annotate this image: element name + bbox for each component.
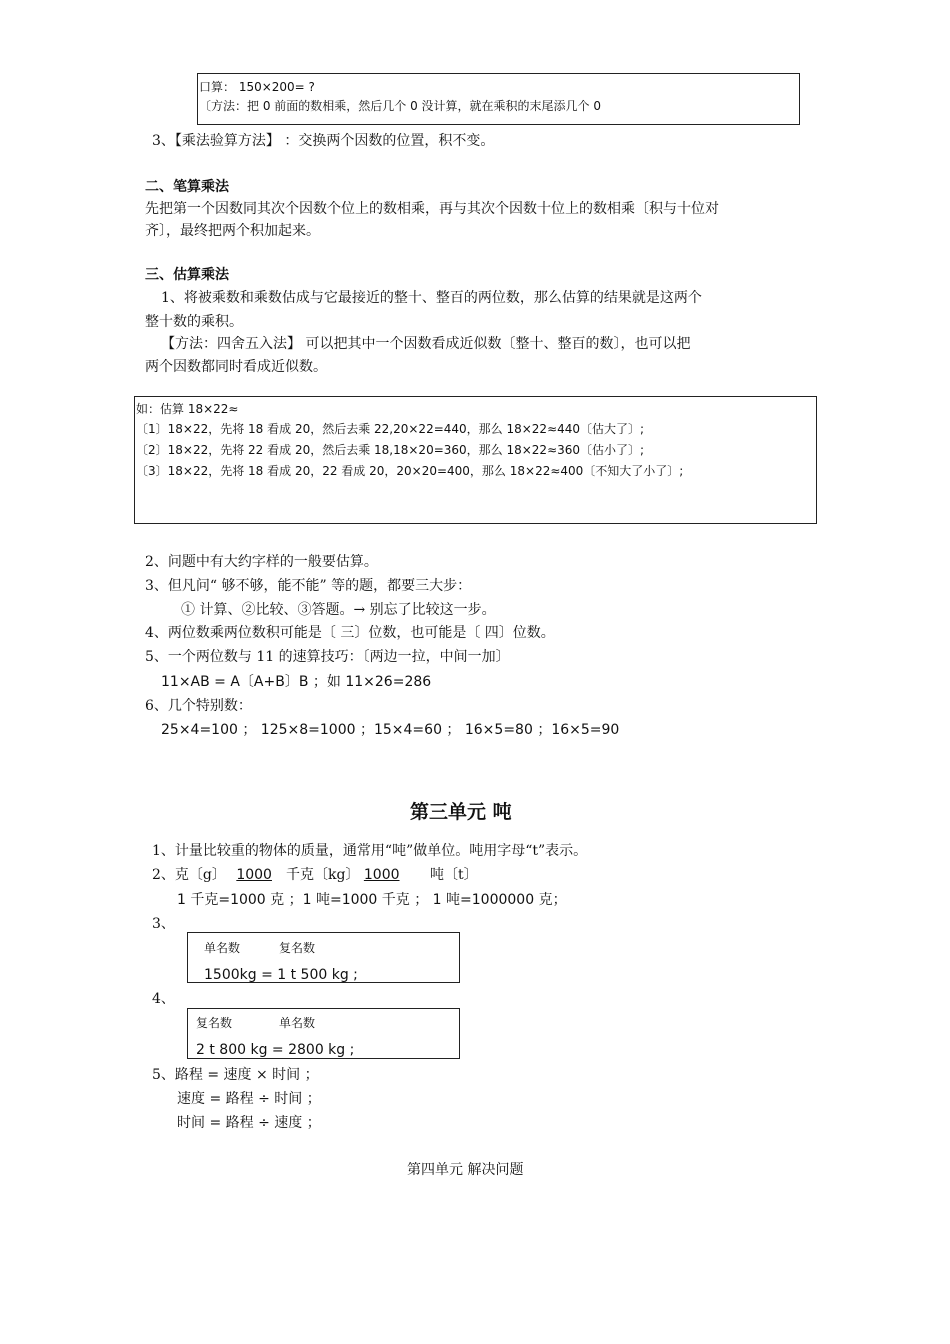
- box3-header-compound: 复名数: [279, 941, 316, 955]
- item-3-steps: ① 计算、②比较、③答题。→ 别忘了比较这一步。: [181, 602, 496, 618]
- formula-distance: 5、路程 = 速度 × 时间 ；: [152, 1067, 319, 1083]
- box3-header-simple: 单名数: [204, 941, 241, 955]
- box4-value: 2 t 800 kg = 2800 kg ;: [196, 1042, 355, 1058]
- kg-to-t: 1000: [363, 867, 400, 883]
- unit3-line-2: [152, 864, 478, 884]
- box4-header-compound: 复名数: [196, 1016, 233, 1030]
- box4-header-simple: 单名数: [279, 1016, 316, 1030]
- item-6: 6、几个特别数：: [145, 698, 252, 714]
- estimation-para-1b: 整十数的乘积。: [145, 314, 243, 330]
- gram-label: 2、克〔g〕: [152, 867, 226, 883]
- estimation-para-2b: 两个因数都同时看成近似数。: [145, 359, 327, 375]
- item-3: 3、但凡问“ 够不够，能不能” 等的题，都要三大步：: [145, 578, 472, 594]
- section-estimation: 三、估算乘法: [145, 267, 229, 283]
- unit3-line-3: 3、: [152, 916, 175, 932]
- example-3: 〔3〕18×22，先将 18 看成 20，22 看成 20，20×20=400，那么 18×22≈400〔不知大了小了〕;: [136, 464, 684, 478]
- example-1: 〔1〕18×22，先将 18 看成 20，然后去乘 22,20×22=440，那么 18×22≈440〔估大了〕;: [136, 422, 645, 436]
- item-6-numbers: 25×4=100 ； 125×8=1000 ；15×4=60 ； 16×5=80 ；16×5=90: [161, 722, 620, 738]
- formula-time: 时间 = 路程 ÷ 速度 ；: [177, 1115, 321, 1131]
- item-4: 4、两位数乘两位数积可能是〔 三〕位数，也可能是〔 四〕位数。: [145, 625, 555, 641]
- check-method: 3、【乘法验算方法】 ：交换两个因数的位置，积不变。: [152, 133, 495, 149]
- gram-to-kg: 1000: [236, 867, 272, 883]
- box3-value: 1500kg = 1 t 500 kg ;: [204, 967, 358, 983]
- written-mult-para-2: 齐〕，最终把两个积加起来。: [145, 223, 320, 239]
- estimation-para-1a: 1、将被乘数和乘数估成与它最接近的整十、整百的两位数，那么估算的结果就是这两个: [161, 290, 702, 306]
- example-intro: 如：估算 18×22≈: [136, 402, 239, 416]
- written-mult-para-1: 先把第一个因数同其次个因数个位上的数相乘，再与其次个因数十位上的数相乘〔积与十位对: [145, 201, 719, 217]
- unit3-conversions: 1 千克=1000 克 ；1 吨=1000 千克 ； 1 吨=1000000 克；: [177, 892, 567, 908]
- unit4-title: 第四单元 解决问题: [407, 1162, 524, 1178]
- mental-calc-line: 口算： 150×200= ?: [199, 80, 315, 94]
- estimation-para-2a: 【方法：四舍五入法】 可以把其中一个因数看成近似数〔整十、整百的数〕，也可以把: [161, 336, 691, 352]
- formula-speed: 速度 = 路程 ÷ 时间 ；: [177, 1091, 321, 1107]
- unit3-title: 第三单元 吨: [410, 801, 512, 823]
- mental-calc-method: 〔方法：把 0 前面的数相乘，然后几个 0 没计算，就在乘积的末尾添几个 0: [199, 99, 601, 113]
- unit3-line-4: 4、: [152, 991, 175, 1007]
- unit3-line-1: 1、计量比较重的物体的质量，通常用“吨”做单位。吨用字母“t”表示。: [152, 843, 588, 859]
- item-2: 2、问题中有大约字样的一般要估算。: [145, 554, 378, 570]
- section-written-multiplication: 二、笔算乘法: [145, 179, 229, 195]
- example-2: 〔2〕18×22，先将 22 看成 20，然后去乘 18,18×20=360，那么 18×22≈360〔估小了〕;: [136, 443, 645, 457]
- kg-label: 千克〔kg〕: [285, 867, 360, 883]
- item-5-formula: 11×AB = A〔A+B〕B ；如 11×26=286: [161, 674, 432, 690]
- item-5: 5、一个两位数与 11 的速算技巧：〔两边一拉，中间一加〕: [145, 649, 510, 665]
- ton-label: 吨〔t〕: [429, 867, 478, 883]
